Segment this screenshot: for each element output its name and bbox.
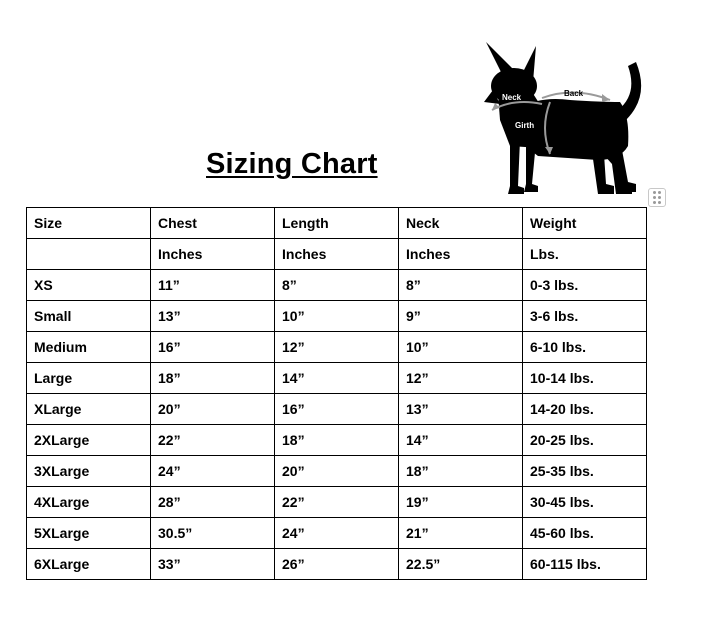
- dog-silhouette-icon: [470, 36, 650, 198]
- table-cell: 14”: [399, 425, 523, 456]
- sizing-table: [26, 207, 647, 580]
- table-cell: 20-25 lbs.: [523, 425, 647, 456]
- table-row: [27, 270, 647, 301]
- table-row: [27, 549, 647, 580]
- table-cell: 20”: [275, 456, 399, 487]
- table-cell: 45-60 lbs.: [523, 518, 647, 549]
- back-label: Back: [564, 89, 584, 98]
- table-row: [27, 301, 647, 332]
- table-cell: 21”: [399, 518, 523, 549]
- header-cell: Chest: [151, 208, 275, 239]
- table-cell: XS: [27, 270, 151, 301]
- table-cell: Small: [27, 301, 151, 332]
- table-cell: 13”: [151, 301, 275, 332]
- table-row: [27, 425, 647, 456]
- table-cell: 5XLarge: [27, 518, 151, 549]
- table-cell: 24”: [151, 456, 275, 487]
- header-row: [27, 208, 647, 239]
- table-cell: 13”: [399, 394, 523, 425]
- table-cell: 18”: [399, 456, 523, 487]
- table-row: [27, 394, 647, 425]
- table-cell: 22.5”: [399, 549, 523, 580]
- table-cell: 20”: [151, 394, 275, 425]
- header-cell: Size: [27, 208, 151, 239]
- drag-handle-icon[interactable]: [648, 188, 666, 207]
- table-cell: 18”: [275, 425, 399, 456]
- table-cell: 22”: [275, 487, 399, 518]
- table-cell: 3-6 lbs.: [523, 301, 647, 332]
- table-cell: 14-20 lbs.: [523, 394, 647, 425]
- table-cell: 25-35 lbs.: [523, 456, 647, 487]
- table-row: [27, 456, 647, 487]
- unit-cell: Inches: [399, 239, 523, 270]
- header-cell: Length: [275, 208, 399, 239]
- table-cell: 19”: [399, 487, 523, 518]
- table-cell: 16”: [151, 332, 275, 363]
- table-cell: 30.5”: [151, 518, 275, 549]
- table-cell: 30-45 lbs.: [523, 487, 647, 518]
- table-cell: 10”: [275, 301, 399, 332]
- unit-cell: Inches: [275, 239, 399, 270]
- table-cell: 10”: [399, 332, 523, 363]
- units-row: [27, 239, 647, 270]
- table-cell: 6XLarge: [27, 549, 151, 580]
- table-cell: 16”: [275, 394, 399, 425]
- table-cell: 8”: [275, 270, 399, 301]
- unit-cell: Inches: [151, 239, 275, 270]
- table-cell: 22”: [151, 425, 275, 456]
- table-cell: 2XLarge: [27, 425, 151, 456]
- girth-label: Girth: [515, 121, 535, 130]
- neck-label: Neck: [502, 93, 522, 102]
- table-cell: 60-115 lbs.: [523, 549, 647, 580]
- header-cell: Weight: [523, 208, 647, 239]
- table-row: [27, 518, 647, 549]
- table-cell: 3XLarge: [27, 456, 151, 487]
- table-cell: 26”: [275, 549, 399, 580]
- table-cell: 12”: [275, 332, 399, 363]
- table-cell: 14”: [275, 363, 399, 394]
- table-cell: 11”: [151, 270, 275, 301]
- table-cell: 0-3 lbs.: [523, 270, 647, 301]
- table-cell: 28”: [151, 487, 275, 518]
- table-cell: 4XLarge: [27, 487, 151, 518]
- table-row: [27, 487, 647, 518]
- table-cell: 6-10 lbs.: [523, 332, 647, 363]
- table-row: [27, 332, 647, 363]
- table-cell: Large: [27, 363, 151, 394]
- table-cell: 10-14 lbs.: [523, 363, 647, 394]
- table-cell: 33”: [151, 549, 275, 580]
- table-cell: 12”: [399, 363, 523, 394]
- table-cell: Medium: [27, 332, 151, 363]
- page-title: Sizing Chart: [206, 148, 378, 180]
- table-cell: 9”: [399, 301, 523, 332]
- table-cell: 24”: [275, 518, 399, 549]
- table-cell: 8”: [399, 270, 523, 301]
- table-cell: XLarge: [27, 394, 151, 425]
- table-row: [27, 363, 647, 394]
- unit-cell: Lbs.: [523, 239, 647, 270]
- header-cell: Neck: [399, 208, 523, 239]
- table-cell: 18”: [151, 363, 275, 394]
- unit-cell: [27, 239, 151, 270]
